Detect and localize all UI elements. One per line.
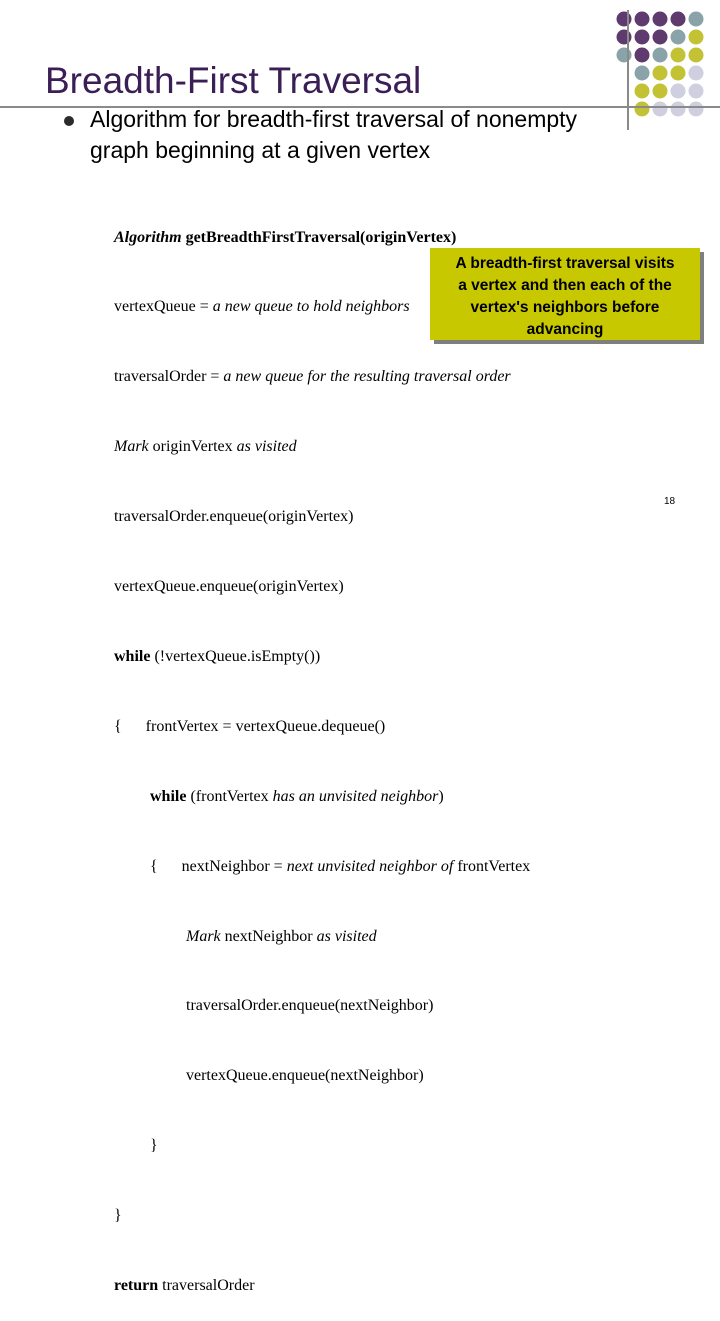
decorative-dot [671, 48, 686, 63]
algo-line-5: traversalOrder.enqueue(originVertex) [114, 508, 354, 526]
decorative-dot [671, 102, 686, 117]
algo-line-9: while (frontVertex has an unvisited neighbor) [150, 787, 444, 805]
algo-line-10: { nextNeighbor = next unvisited neighbor of frontVertex [150, 857, 531, 875]
algo-line-15: } [114, 1207, 122, 1225]
slide-title: Breadth-First Traversal [45, 60, 422, 101]
decorative-dot [689, 102, 704, 117]
page-number: 18 [664, 496, 676, 507]
decorative-dot [635, 48, 650, 63]
decorative-dot [689, 12, 704, 27]
algorithm-block [114, 179, 530, 1321]
algo-line-12: traversalOrder.enqueue(nextNeighbor) [186, 997, 434, 1015]
decorative-dot [617, 48, 632, 63]
bullet-line-2: graph beginning at a given vertex [90, 137, 431, 163]
decorative-dot [653, 66, 668, 81]
decorative-dot [635, 84, 650, 99]
callout-line-3: vertex's neighbors before [470, 299, 660, 316]
algo-line-6: vertexQueue.enqueue(originVertex) [114, 578, 344, 596]
decorative-dot [653, 84, 668, 99]
bullet-text [90, 104, 650, 166]
algo-line-3: traversalOrder = a new queue for the resulting traversal order [114, 368, 511, 386]
decorative-dot [635, 30, 650, 45]
decorative-dot [653, 30, 668, 45]
decorative-dot [689, 84, 704, 99]
algo-line-1: Algorithm getBreadthFirstTraversal(originVertex) [114, 228, 457, 246]
algo-line-13: vertexQueue.enqueue(nextNeighbor) [186, 1067, 424, 1085]
callout-line-2: a vertex and then each of the [458, 277, 672, 294]
algo-line-16: return traversalOrder [114, 1276, 255, 1294]
decorative-dot [671, 30, 686, 45]
decorative-dot [617, 12, 632, 27]
decorative-dot [653, 12, 668, 27]
decorative-dot [653, 102, 668, 117]
decorative-dot [653, 48, 668, 63]
callout-line-1: A breadth-first traversal visits [455, 255, 675, 272]
bullet-line-1: Algorithm for breadth-first traversal of nonempty [90, 106, 578, 132]
callout-box [430, 248, 700, 340]
bullet-icon [64, 116, 74, 126]
algo-line-7: while (!vertexQueue.isEmpty()) [114, 647, 321, 665]
decorative-dot [689, 30, 704, 45]
decorative-dot [671, 12, 686, 27]
decorative-dot [689, 66, 704, 81]
decorative-dot [617, 30, 632, 45]
callout-line-4: advancing [526, 321, 604, 338]
algo-line-14: } [150, 1137, 158, 1155]
decorative-dot [671, 66, 686, 81]
decorative-dot [635, 66, 650, 81]
algo-line-4: Mark originVertex as visited [114, 438, 297, 456]
decorative-dot [689, 48, 704, 63]
decorative-dot [671, 84, 686, 99]
algo-line-2: vertexQueue = a new queue to hold neighbors [114, 298, 410, 316]
algo-line-8: { frontVertex = vertexQueue.dequeue() [114, 717, 386, 735]
decorative-dot [635, 12, 650, 27]
algo-line-11: Mark nextNeighbor as visited [186, 927, 377, 945]
